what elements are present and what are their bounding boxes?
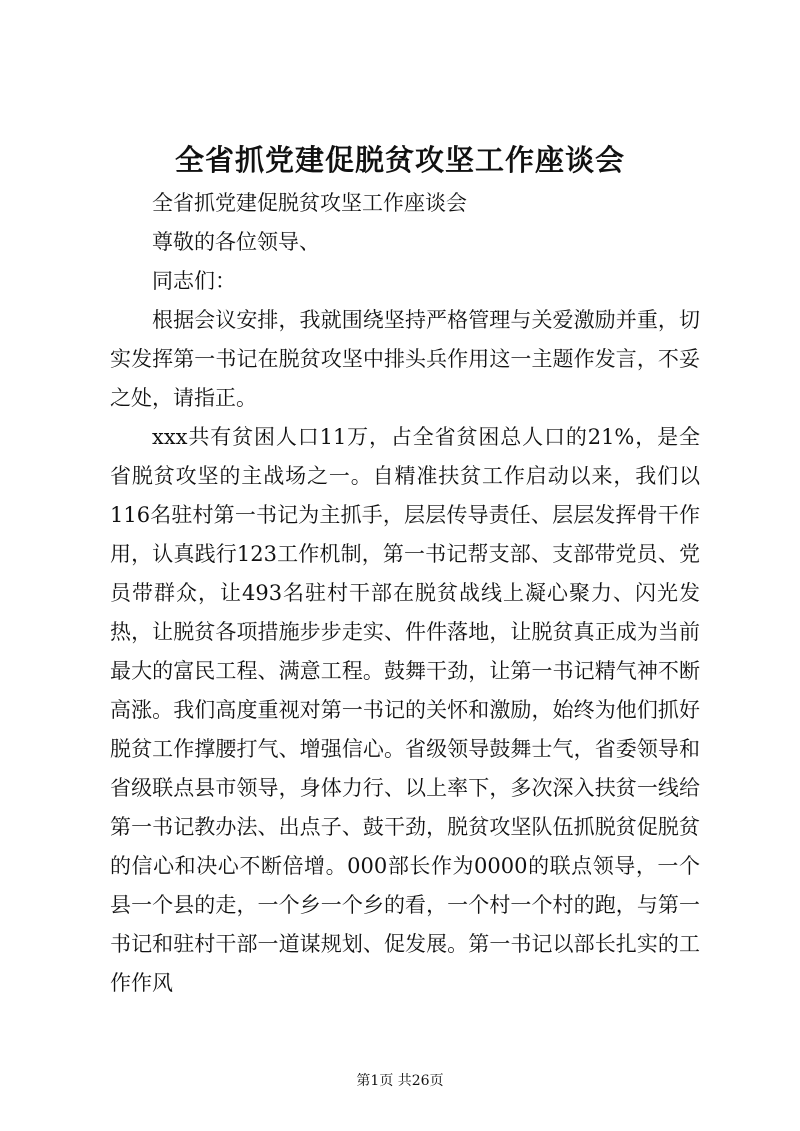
paragraph-subtitle: 全省抓党建促脱贫攻坚工作座谈会 <box>152 191 467 215</box>
paragraph-salutation: 尊敬的各位领导、 <box>152 230 320 254</box>
paragraph-addressee: 同志们： <box>152 269 236 293</box>
page-number: 第1页 共26页 <box>356 1073 444 1089</box>
document-title: 全省抓党建促脱贫攻坚工作座谈会 <box>174 143 625 177</box>
paragraph-intro: 根据会议安排，我就围绕坚持严格管理与关爱激励并重，切实发挥第一书记在脱贫攻坚中排头兵作用这一主题作发言，不妥之处，请指正。 <box>110 308 700 410</box>
paragraph-main: xxx共有贫困人口11万，占全省贫困总人口的21%，是全省脱贫攻坚的主战场之一。自精准扶贫工作启动以来，我们以116名驻村第一书记为主抓手，层层传导责任、层层发挥骨干作用，认真践行123工作机制，第一书记帮支部、支部带党员、党员带群众，让493名驻村干部在脱贫战线上凝心聚力、闪光发热，让脱贫各项措施步步走实、件件落地，让脱贫真正成为当前最大的富民工程、满意工程。鼓舞干劲，让第一书记精气神不断高涨。我们高度重视对第一书记的关怀和激励，始终为他们抓好脱贫工作撑腰打气、增强信心。省级领导鼓舞士气，省委领导和省级联点县市领导，身体力行、以上率下，多次深入扶贫一线给第一书记教办法、出点子、鼓干劲，脱贫攻坚队伍抓脱贫促脱贫的信心和决心不断倍增。000部长作为0000的联点领导，一个县一个县的走，一个乡一个乡的看，一个村一个村的跑，与第一书记和驻村干部一道谋规划、促发展。第一书记以部长扎实的工作作风 <box>110 425 700 995</box>
document-body <box>110 184 700 1003</box>
